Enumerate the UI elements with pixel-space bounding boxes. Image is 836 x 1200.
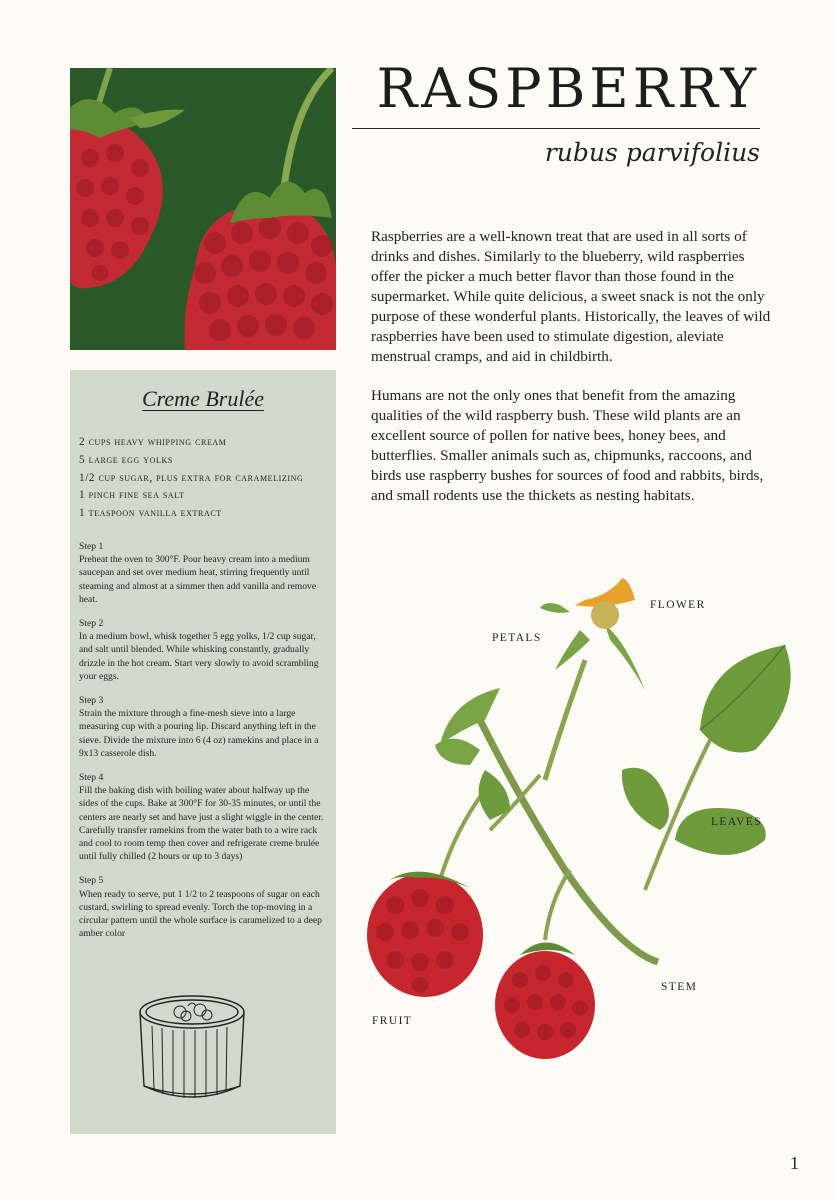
ingredient-list [79,434,329,523]
step-title: Step 2 [79,618,104,630]
page-title: RASPBERRY [376,57,760,120]
raspberry-hero-illustration [70,68,336,350]
step-text: Preheat the oven to 300°F. Pour heavy cream into a medium saucepan and set over medium heat, stirring frequently until steaming and almost at a simmer then add vanilla and remove heat. [79,554,317,605]
ingredient-item: 1 pinch fine sea salt [79,489,185,502]
page-number: 1 [790,1153,799,1173]
step-title: Step 3 [79,695,104,707]
label-fruit: FRUIT [372,1015,413,1027]
step-text: Strain the mixture through a fine-mesh sieve into a large measuring cup with a pouring lip. Discard anything left in the sieve. Divide the mixture into 6 (4 oz) ramekins and place in a 9x13 casserole dish. [79,708,319,759]
ingredient-item: 2 cups heavy whipping cream [79,436,227,448]
label-petals: PETALS [492,632,542,644]
raspberry-plant-illustration [360,570,810,1090]
title-divider [352,128,760,129]
step-text: In a medium bowl, whisk together 5 egg yolks, 1/2 cup sugar, and salt until blended. While whisking constantly, gradually drizzle in the hot cream. Start very slowly to avoid scrambling your eggs. [79,631,319,682]
latin-name: rubus parvifolius [544,138,760,167]
ingredient-item: 5 large egg yolks [79,453,173,466]
label-flower: FLOWER [650,599,706,611]
step-text: Fill the baking dish with boiling water about halfway up the sides of the cups. Bake at 300°F for 30-35 minutes, or until the centers are nearly set and have just a slight wiggle in the center. Carefully transfer ramekins from the water bath to a wire rack and cool to room temp then cover and refrigerate creme brulée until fully chilled (2 hours or up to 3 days) [79,785,324,863]
ingredient-item: 1/2 cup sugar, plus extra for caramelizing [79,471,304,484]
step-title: Step 5 [79,875,104,887]
step-title: Step 4 [79,772,104,784]
recipe-steps [79,540,329,951]
ingredient-item: 1 teaspoon vanilla extract [79,507,222,520]
recipe-step [79,771,329,863]
recipe-step [79,874,329,940]
label-leaves: LEAVES [711,816,762,828]
step-text: When ready to serve, put 1 1/2 to 2 teaspoons of sugar on each custard, swirling to spread evenly. Torch the top-moving in a circular pattern until the whole surface is caramelized to a deep amber color [79,888,322,940]
step-title: Step 1 [79,541,104,552]
recipe-title [70,386,336,412]
label-stem: STEM [661,981,698,993]
recipe-step [79,617,329,683]
recipe-step [79,540,329,606]
description-paragraph-1: Raspberries are a well-known treat that are used in all sorts of drinks and dishes. Similarly to the blueberry, wild raspberries offer the picker a much better flavor than those found in the supermarket. While quite delicious, a sweet snack is not the only purpose of these wonderful plants. Historically, the leaves of wild raspberries have been used to stimulate digestion, aleviate menstrual cramps, and aid in childbirth. [371,228,771,365]
description-paragraph-2: Humans are not the only ones that benefit from the amazing qualities of the wild raspberry bush. These wild plants are an excellent source of pollen for native bees, honey bees, and butterflies. Smaller animals such as, chipmunks, raccoons, and birds use raspberry bushes for sources of food and rabbits, birds, and small rodents use the thickets as nesting habitats. [371,387,764,504]
recipe-title-text: Creme Brulée [142,386,264,411]
creme-brulee-ramekin-illustration [130,990,254,1108]
recipe-step [79,694,329,760]
